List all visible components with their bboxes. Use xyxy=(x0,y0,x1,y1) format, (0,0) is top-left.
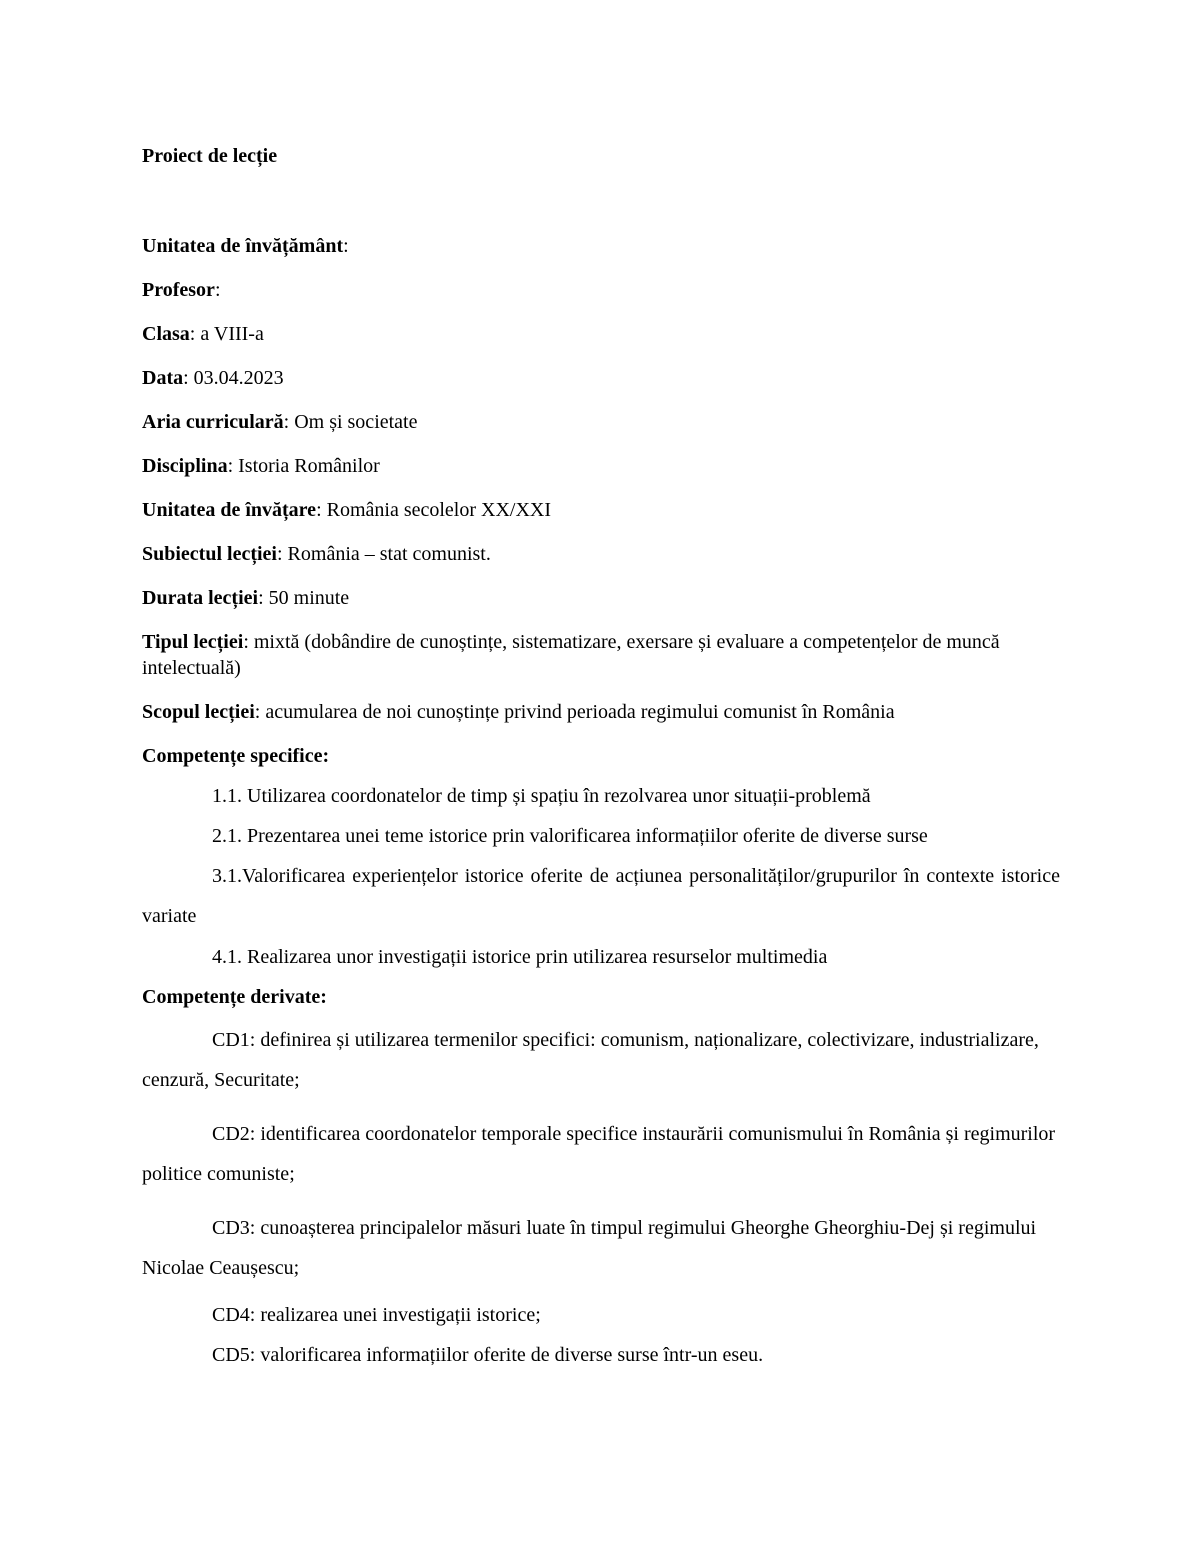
field-label: Subiectul lecției xyxy=(142,543,277,565)
field-separator: : xyxy=(343,235,349,257)
field-value: 50 minute xyxy=(263,587,350,609)
field-value: România secolelor XX/XXI xyxy=(321,499,552,521)
field-unitatea-invatamant xyxy=(142,233,1060,259)
title-spacer xyxy=(142,169,1060,233)
field-scopul-lectiei xyxy=(142,699,1060,725)
field-label: Data xyxy=(142,367,184,389)
derived-competence-item: CD4: realizarea unei investigații istorice; xyxy=(212,1304,541,1326)
derived-competence-item: CD5: valorificarea informațiilor oferite de diverse surse într-un eseu. xyxy=(212,1344,764,1366)
derived-competence-item: CD2: identificarea coordonatelor temporale specifice instaurării comunismului în România și regimurilor politice comuniste; xyxy=(142,1123,1056,1185)
specific-competence-item: 1.1. Utilizarea coordonatelor de timp și spațiu în rezolvarea unor situații-problemă xyxy=(212,785,871,807)
field-label: Unitatea de învățare xyxy=(142,499,317,521)
specific-competence-item: 3.1.Valorificarea experiențelor istorice oferite de acțiunea personalităților/grupurilor în contexte istorice variate xyxy=(142,865,1060,927)
derived-competence-item: CD1: definirea și utilizarea termenilor specifici: comunism, naționalizare, colectivizare, industrializare, cenzură, Securitate; xyxy=(142,1029,1039,1091)
field-separator: : xyxy=(254,701,261,723)
field-value: România – stat comunist. xyxy=(282,543,491,565)
derived-competences-heading: Competențe derivate: xyxy=(142,986,327,1008)
field-data xyxy=(142,365,1060,391)
field-label: Clasa xyxy=(142,323,190,345)
field-separator: : xyxy=(283,411,290,433)
field-clasa xyxy=(142,321,1060,347)
field-separator: : xyxy=(316,499,322,521)
specific-competence-item: 2.1. Prezentarea unei teme istorice prin valorificarea informațiilor oferite de diverse surse xyxy=(212,825,928,847)
field-separator: : xyxy=(258,587,264,609)
field-disciplina xyxy=(142,453,1060,479)
field-separator: : xyxy=(189,323,196,345)
field-separator: : xyxy=(214,279,221,301)
field-profesor xyxy=(142,277,1060,303)
specific-competence-item: 4.1. Realizarea unor investigații istorice prin utilizarea resurselor multimedia xyxy=(212,946,828,968)
field-value: acumularea de noi cunoștințe privind perioada regimului comunist în România xyxy=(260,701,895,723)
specific-competences-heading: Competențe specifice: xyxy=(142,745,330,767)
field-value: mixtă (dobândire de cunoștințe, sistematizare, exersare și evaluare a competențelor de muncă intelectuală) xyxy=(142,631,1000,679)
field-separator: : xyxy=(243,631,249,653)
document-title: Proiect de lecție xyxy=(142,145,278,167)
field-label: Disciplina xyxy=(142,455,228,477)
field-separator: : xyxy=(227,455,234,477)
field-label: Aria curriculară xyxy=(142,411,284,433)
field-label: Profesor xyxy=(142,279,215,301)
field-separator: : xyxy=(276,543,283,565)
field-aria-curriculara xyxy=(142,409,1060,435)
field-value: Istoria Românilor xyxy=(233,455,380,477)
field-value: a VIII-a xyxy=(195,323,264,345)
field-label: Scopul lecției xyxy=(142,701,255,723)
field-tipul-lectiei xyxy=(142,629,1060,681)
field-label: Unitatea de învățământ xyxy=(142,235,344,257)
field-unitatea-invatare xyxy=(142,497,1060,523)
field-label: Durata lecției xyxy=(142,587,259,609)
field-subiectul-lectiei xyxy=(142,541,1060,567)
field-value: Om și societate xyxy=(289,411,418,433)
derived-competence-item: CD3: cunoașterea principalelor măsuri luate în timpul regimului Gheorghe Gheorghiu-Dej și regimului Nicolae Ceaușescu; xyxy=(142,1217,1037,1279)
field-durata-lectiei xyxy=(142,585,1060,611)
field-separator: : xyxy=(183,367,189,389)
field-value: 03.04.2023 xyxy=(188,367,284,389)
field-label: Tipul lecției xyxy=(142,631,244,653)
document-content xyxy=(142,143,1060,1382)
